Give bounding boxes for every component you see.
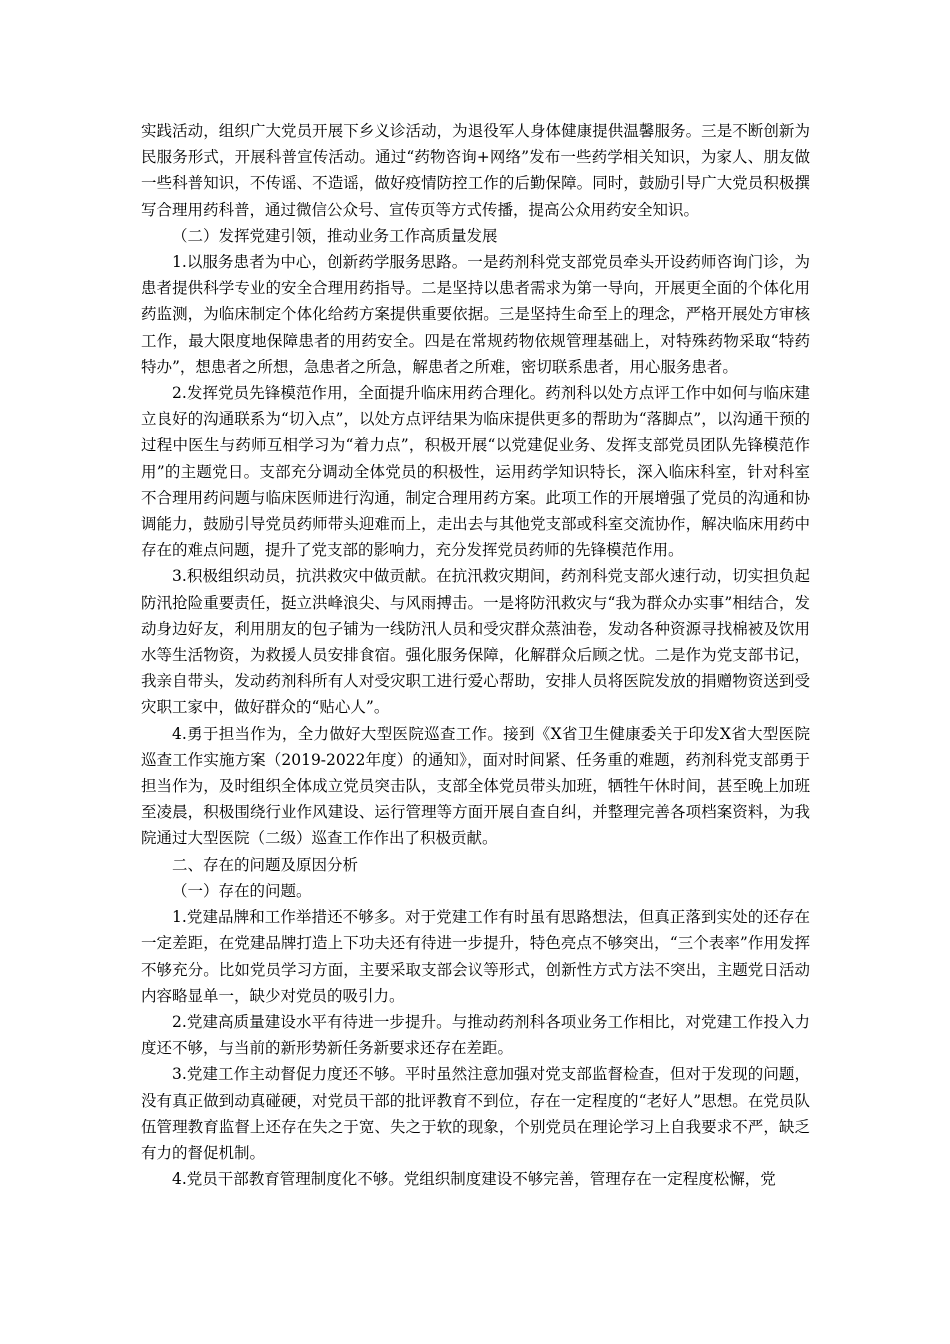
paragraph-problem-2: 2.党建高质量建设水平有待进一步提升。与推动药剂科各项业务工作相比，对党建工作投入力度还不够，与当前的新形势新任务新要求还存在差距。 (141, 1012, 810, 1058)
document-page (141, 118, 810, 1192)
section-heading-problems: 二、存在的问题及原因分析 (172, 855, 359, 874)
paragraph-problem-1: 1.党建品牌和工作举措还不够多。对于党建工作有时虽有思路想法，但真正落到实处的还存在一定差距，在党建品牌打造上下功夫还有待进一步提升，特色亮点不够突出，“三个表率”作用发挥不够充分。比如党员学习方面，主要采取支部会议等形式，创新性方式方法不突出，主题党日活动内容略显单一，缺少对党员的吸引力。 (141, 908, 810, 1005)
paragraph-continuation: 实践活动，组织广大党员开展下乡义诊活动，为退役军人身体健康提供温馨服务。三是不断创新为民服务形式，开展科普宣传活动。通过“药物咨询+网络”发布一些药学相关知识，为家人、朋友做一些科普知识，不传谣、不造谣，做好疫情防控工作的后勤保障。同时，鼓励引导广大党员积极撰写合理用药科普，通过微信公众号、宣传页等方式传播，提高公众用药安全知识。 (141, 122, 810, 219)
paragraph-item-3: 3.积极组织动员，抗洪救灾中做贡献。在抗汛救灾期间，药剂科党支部火速行动，切实担负起防汛抢险重要责任，挺立洪峰浪尖、与风雨搏击。一是将防汛救灾与“我为群众办实事”相结合，发动身边好友，利用朋友的包子铺为一线防汛人员和受灾群众蒸油卷，发动各种资源寻找棉被及饮用水等生活物资，为救援人员安排食宿。强化服务保障，化解群众后顾之忧。二是作为党支部书记，我亲自带头，发动药剂科所有人对受灾职工进行爱心帮助，安排人员将医院发放的捐赠物资送到受灾职工家中，做好群众的“贴心人”。 (141, 567, 810, 717)
paragraph-item-2: 2.发挥党员先锋模范作用，全面提升临床用药合理化。药剂科以处方点评工作中如何与临床建立良好的沟通联系为“切入点”，以处方点评结果为临床提供更多的帮助为“落脚点”，以沟通干预的过程中医生与药师互相学习为“着力点”，积极开展“以党建促业务、发挥支部党员团队先锋模范作用”的主题党日。支部充分调动全体党员的积极性，运用药学知识特长，深入临床科室，针对科室不合理用药问题与临床医师进行沟通，制定合理用药方案。此项工作的开展增强了党员的沟通和协调能力，鼓励引导党员药师带头迎难而上，走出去与其他党支部或科室交流协作，解决临床用药中存在的难点问题，提升了党支部的影响力，充分发挥党员药师的先锋模范作用。 (141, 384, 810, 560)
paragraph-item-1: 1.以服务患者为中心，创新药学服务思路。一是药剂科党支部党员牵头开设药师咨询门诊，为患者提供科学专业的安全合理用药指导。二是坚持以患者需求为第一导向，开展更全面的个体化用药监测，为临床制定个体化给药方案提供重要依据。三是坚持生命至上的理念，严格开展处方审核工作，最大限度地保障患者的用药安全。四是在常规药物依规管理基础上，对特殊药物采取“特药特办”，想患者之所想，急患者之所急，解患者之所难，密切联系患者，用心服务患者。 (141, 253, 810, 376)
paragraph-problem-3: 3.党建工作主动督促力度还不够。平时虽然注意加强对党支部监督检查，但对于发现的问题，没有真正做到动真碰硬，对党员干部的批评教育不到位，存在一定程度的“老好人”思想。在党员队伍管理教育监督上还存在失之于宽、失之于软的现象，个别党员在理论学习上自我要求不严，缺乏有力的督促机制。 (141, 1065, 810, 1162)
paragraph-problem-4: 4.党员干部教育管理制度化不够。党组织制度建设不够完善，管理存在一定程度松懈，党 (172, 1170, 776, 1189)
paragraph-item-4: 4.勇于担当作为，全力做好大型医院巡查工作。接到《X省卫生健康委关于印发X省大型医院巡查工作实施方案（2019-2022年度）的通知》，面对时间紧、任务重的难题，药剂科党支部勇于担当作为，及时组织全体成立党员突击队，支部全体党员带头加班，牺牲午休时间，甚至晚上加班至凌晨，积极围绕行业作风建设、运行管理等方面开展自查自纠，并整理完善各项档案资料，为我院通过大型医院（二级）巡查工作作出了积极贡献。 (141, 724, 810, 848)
section-heading-2: （二）发挥党建引领，推动业务工作高质量发展 (172, 226, 498, 245)
subsection-heading-existing-problems: （一）存在的问题。 (172, 881, 312, 900)
